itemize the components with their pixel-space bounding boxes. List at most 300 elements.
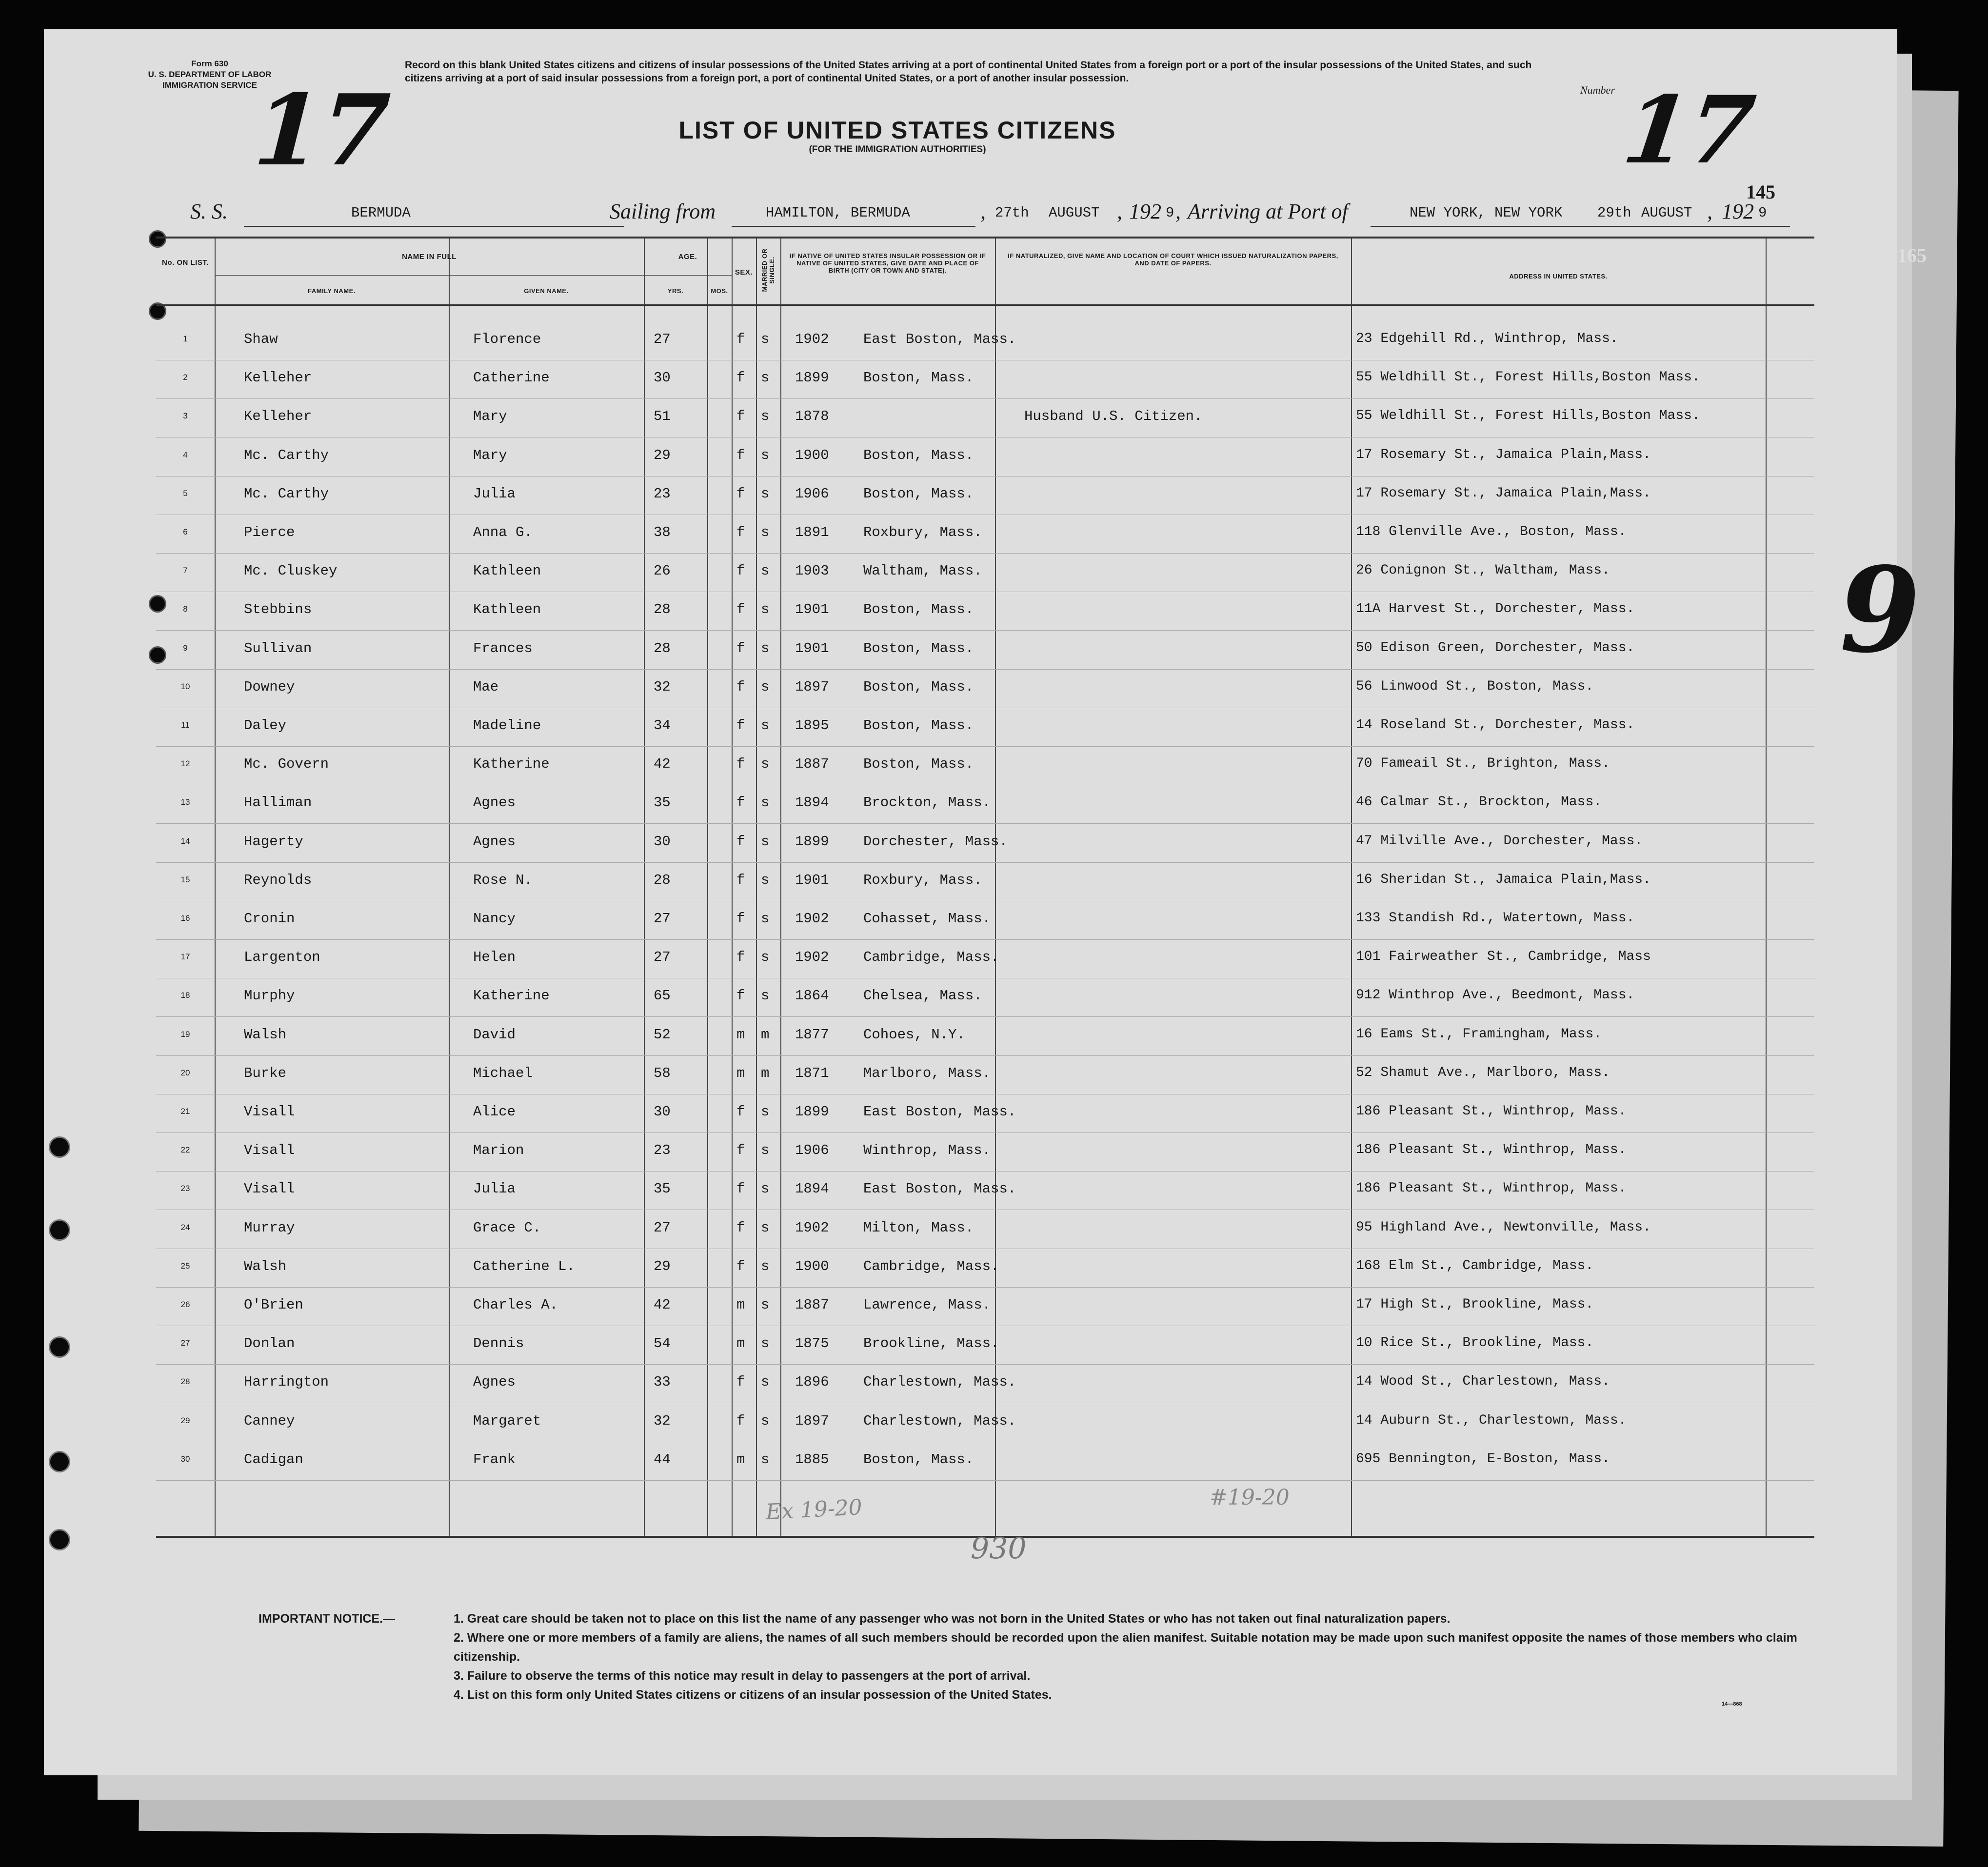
table-row — [156, 631, 1814, 670]
address: 52 Shamut Ave., Marlboro, Mass. — [1356, 1065, 1610, 1080]
marital-status: s — [761, 1451, 770, 1468]
given-name: Alice — [473, 1104, 516, 1120]
table-row — [156, 321, 1814, 360]
given-name: Madeline — [473, 717, 541, 734]
birth-year: 1887 — [795, 1297, 829, 1313]
birth-place: Cohasset, Mass. — [863, 911, 991, 927]
marital-status: s — [761, 988, 770, 1004]
family-name: Shaw — [244, 331, 278, 347]
age-years: 38 — [654, 524, 671, 540]
birth-year: 1901 — [795, 640, 829, 656]
age-years: 54 — [654, 1335, 671, 1352]
passenger-number: 15 — [180, 874, 190, 884]
year-prefix: 192 — [1129, 199, 1161, 223]
birth-place: Lawrence, Mass. — [863, 1297, 991, 1313]
birth-year: 1875 — [795, 1335, 829, 1352]
marital-status: s — [761, 1219, 770, 1236]
family-name: Mc. Carthy — [244, 485, 329, 502]
year-prefix-2: 192 — [1722, 199, 1754, 223]
birth-place: Boston, Mass. — [863, 370, 974, 386]
sex: f — [736, 756, 745, 773]
family-name: Kelleher — [244, 408, 312, 425]
age-years: 27 — [654, 949, 671, 966]
address: 46 Calmar St., Brockton, Mass. — [1356, 794, 1602, 810]
sex: f — [736, 370, 745, 386]
sex: f — [736, 833, 745, 850]
family-name: Halliman — [244, 794, 312, 811]
given-name: Julia — [473, 485, 516, 502]
passenger-number: 4 — [183, 450, 188, 459]
birth-place: Dorchester, Mass. — [863, 833, 1008, 850]
age-years: 42 — [654, 1297, 671, 1313]
table-row — [156, 437, 1814, 477]
binder-hole — [49, 1136, 70, 1158]
given-name: Kathleen — [473, 563, 541, 579]
birth-year: 1871 — [795, 1065, 829, 1081]
col-no: No. ON LIST. — [162, 258, 209, 267]
address: 14 Roseland St., Dorchester, Mass. — [1356, 717, 1635, 733]
birth-year: 1899 — [795, 370, 829, 386]
binder-hole — [49, 1219, 70, 1241]
given-name: Agnes — [473, 794, 516, 811]
table-row — [156, 708, 1814, 747]
birth-year: 1902 — [795, 331, 829, 347]
age-years: 33 — [654, 1374, 671, 1390]
marital-status: s — [761, 1104, 770, 1120]
age-years: 44 — [654, 1451, 671, 1468]
form-number: Form 630 — [191, 59, 228, 68]
birth-place: Milton, Mass. — [863, 1219, 974, 1236]
family-name: Murray — [244, 1219, 295, 1236]
family-name: Cadigan — [244, 1451, 303, 1468]
binder-hole — [49, 1529, 70, 1550]
birth-place: Cohoes, N.Y. — [863, 1026, 965, 1043]
birth-year: 1897 — [795, 678, 829, 695]
marital-status: m — [761, 1065, 770, 1081]
passenger-number: 29 — [180, 1415, 190, 1425]
sex: f — [736, 408, 745, 425]
family-name: Hagerty — [244, 833, 303, 850]
address: 168 Elm St., Cambridge, Mass. — [1356, 1258, 1594, 1273]
sex: f — [736, 1412, 745, 1429]
family-name: Visall — [244, 1104, 295, 1120]
marital-status: s — [761, 911, 770, 927]
table-row — [156, 1132, 1814, 1172]
pencil-note: Ex 19-20 — [765, 1494, 863, 1525]
handwritten-list-number-right: 17 — [1606, 76, 1771, 184]
birth-place: East Boston, Mass. — [863, 1181, 1016, 1197]
age-years: 30 — [654, 1104, 671, 1120]
table-row — [156, 785, 1814, 824]
address: 16 Eams St., Framingham, Mass. — [1356, 1026, 1602, 1042]
marital-status: s — [761, 756, 770, 773]
family-name: O'Brien — [244, 1297, 303, 1313]
passenger-number: 19 — [180, 1029, 190, 1039]
address: 55 Weldhill St., Forest Hills,Boston Mass. — [1356, 370, 1700, 385]
family-name: Visall — [244, 1181, 295, 1197]
address: 17 High St., Brookline, Mass. — [1356, 1297, 1594, 1312]
given-name: Dennis — [473, 1335, 524, 1352]
sex: f — [736, 563, 745, 579]
col-age: AGE. — [678, 253, 697, 261]
age-years: 52 — [654, 1026, 671, 1043]
birth-year: 1894 — [795, 794, 829, 811]
birth-place: Brockton, Mass. — [863, 794, 991, 811]
address: 186 Pleasant St., Winthrop, Mass. — [1356, 1142, 1627, 1158]
age-years: 28 — [654, 872, 671, 888]
age-years: 32 — [654, 1412, 671, 1429]
col-family-name: FAMILY NAME. — [308, 287, 356, 295]
arrive-year-digit: 9 — [1758, 205, 1767, 221]
marital-status: s — [761, 331, 770, 347]
table-row — [156, 1326, 1814, 1365]
marital-status: s — [761, 717, 770, 734]
sex: f — [736, 601, 745, 618]
passenger-number: 5 — [183, 488, 188, 498]
birth-year: 1902 — [795, 1219, 829, 1236]
passenger-number: 17 — [180, 952, 190, 962]
marital-status: s — [761, 794, 770, 811]
age-years: 28 — [654, 640, 671, 656]
age-years: 27 — [654, 911, 671, 927]
address: 17 Rosemary St., Jamaica Plain,Mass. — [1356, 485, 1651, 501]
address: 14 Auburn St., Charlestown, Mass. — [1356, 1412, 1627, 1428]
age-years: 32 — [654, 678, 671, 695]
passenger-number: 2 — [183, 373, 188, 382]
passenger-number: 28 — [180, 1377, 190, 1387]
col-given-name: GIVEN NAME. — [524, 287, 569, 295]
table-row — [156, 978, 1814, 1017]
table-row — [156, 669, 1814, 708]
family-name: Reynolds — [244, 872, 312, 888]
age-years: 26 — [654, 563, 671, 579]
given-name: Mae — [473, 678, 499, 695]
birth-year: 1897 — [795, 1412, 829, 1429]
record-instructions: Record on this blank United States citizens and citizens of insular possessions of the United States arriving at a port of continental United States from a foreign port or a port of the insular possessions of the United States, and such citizens arriving at a port of said insular possessions from a foreign port, a port of continental United States, or a port of another insular possession. — [405, 60, 1532, 84]
marital-status: s — [761, 447, 770, 463]
sex: f — [736, 1142, 745, 1159]
address: 11A Harvest St., Dorchester, Mass. — [1356, 601, 1635, 617]
birth-year: 1902 — [795, 911, 829, 927]
form-identification — [146, 59, 273, 91]
address: 26 Conignon St., Waltham, Mass. — [1356, 563, 1610, 578]
passenger-number: 7 — [183, 566, 188, 576]
birth-year: 1906 — [795, 1142, 829, 1159]
table-row — [156, 939, 1814, 978]
margin-mark: 9 — [1827, 541, 1932, 679]
sex: f — [736, 949, 745, 966]
handwritten-list-number: 17 — [239, 73, 404, 188]
marital-status: s — [761, 485, 770, 502]
marital-status: s — [761, 833, 770, 850]
port-from: HAMILTON, BERMUDA — [766, 205, 910, 221]
address: 101 Fairweather St., Cambridge, Mass — [1356, 949, 1651, 965]
family-name: Mc. Cluskey — [244, 563, 338, 579]
age-years: 28 — [654, 601, 671, 618]
col-mos: MOS. — [711, 287, 728, 295]
port-to: NEW YORK, NEW YORK — [1410, 205, 1563, 221]
age-years: 30 — [654, 370, 671, 386]
birth-place: Marlboro, Mass. — [863, 1065, 991, 1081]
age-years: 34 — [654, 717, 671, 734]
table-row — [156, 515, 1814, 554]
birth-year: 1903 — [795, 563, 829, 579]
number-label: Number — [1580, 84, 1615, 96]
birth-year: 1900 — [795, 447, 829, 463]
family-name: Visall — [244, 1142, 295, 1159]
family-name: Pierce — [244, 524, 295, 540]
given-name: Kathleen — [473, 601, 541, 618]
sex: f — [736, 717, 745, 734]
sex: f — [736, 1258, 745, 1274]
birth-place: Boston, Mass. — [863, 1451, 974, 1468]
birth-year: 1901 — [795, 601, 829, 618]
sex: f — [736, 988, 745, 1004]
given-name: Mary — [473, 447, 507, 463]
birth-year: 1864 — [795, 988, 829, 1004]
address: 186 Pleasant St., Winthrop, Mass. — [1356, 1181, 1627, 1196]
passenger-number: 1 — [183, 334, 188, 343]
marital-status: s — [761, 1297, 770, 1313]
family-name: Donlan — [244, 1335, 295, 1352]
page-title: LIST OF UNITED STATES CITIZENS — [678, 117, 1116, 144]
passenger-number: 25 — [180, 1261, 190, 1271]
family-name: Stebbins — [244, 601, 312, 618]
birth-place: Cambridge, Mass. — [863, 949, 999, 966]
age-years: 27 — [654, 331, 671, 347]
given-name: David — [473, 1026, 516, 1043]
birth-place: Boston, Mass. — [863, 447, 974, 463]
marital-status: s — [761, 1181, 770, 1197]
sex: m — [736, 1335, 745, 1352]
sex: f — [736, 1219, 745, 1236]
age-years: 58 — [654, 1065, 671, 1081]
depart-day: 27th — [995, 205, 1029, 221]
marital-status: s — [761, 872, 770, 888]
birth-place: Charlestown, Mass. — [863, 1412, 1016, 1429]
table-row — [156, 824, 1814, 863]
family-name: Burke — [244, 1065, 287, 1081]
passenger-ledger — [156, 237, 1814, 1538]
passenger-number: 12 — [180, 759, 190, 769]
pencil-note: 930 — [971, 1531, 1027, 1566]
birth-place: Boston, Mass. — [863, 678, 974, 695]
passenger-number: 16 — [180, 914, 190, 923]
table-row — [156, 901, 1814, 940]
birth-place: Roxbury, Mass. — [863, 524, 982, 540]
birth-year: 1896 — [795, 1374, 829, 1390]
passenger-number: 10 — [180, 681, 190, 691]
table-row — [156, 862, 1814, 901]
binder-hole — [49, 1336, 70, 1358]
table-row — [156, 746, 1814, 785]
passenger-number: 6 — [183, 527, 188, 536]
birth-year: 1891 — [795, 524, 829, 540]
table-row — [156, 1249, 1814, 1288]
marital-status: s — [761, 678, 770, 695]
address: 10 Rice St., Brookline, Mass. — [1356, 1335, 1594, 1351]
given-name: Nancy — [473, 911, 516, 927]
sex: f — [736, 485, 745, 502]
col-address: ADDRESS IN UNITED STATES. — [1509, 273, 1608, 280]
sex: f — [736, 678, 745, 695]
family-name: Daley — [244, 717, 287, 734]
form-code: 14—868 — [1722, 1701, 1742, 1707]
sailing-from-label: Sailing from — [610, 199, 716, 223]
table-row — [156, 360, 1814, 399]
family-name: Downey — [244, 678, 295, 695]
address: 186 Pleasant St., Winthrop, Mass. — [1356, 1104, 1627, 1119]
given-name: Michael — [473, 1065, 533, 1081]
age-years: 42 — [654, 756, 671, 773]
given-name: Catherine L. — [473, 1258, 575, 1274]
sex: f — [736, 1104, 745, 1120]
address: 118 Glenville Ave., Boston, Mass. — [1356, 524, 1627, 539]
given-name: Frank — [473, 1451, 516, 1468]
address: 23 Edgehill Rd., Winthrop, Mass. — [1356, 331, 1618, 346]
notice-item: 2. Where one or more members of a family are aliens, the names of all such members should be recorded upon the alien manifest. Suitable notation may be made upon such manifest opposite the names of those members who claim citizenship. — [454, 1631, 1797, 1664]
given-name: Grace C. — [473, 1219, 541, 1236]
address: 47 Milville Ave., Dorchester, Mass. — [1356, 833, 1643, 849]
given-name: Rose N. — [473, 872, 533, 888]
table-row — [156, 1403, 1814, 1442]
birth-year: 1900 — [795, 1258, 829, 1274]
sex: f — [736, 640, 745, 656]
birth-place: Charlestown, Mass. — [863, 1374, 1016, 1390]
marital-status: s — [761, 1374, 770, 1390]
col-naturalized: IF NATURALIZED, GIVE NAME AND LOCATION OF COURT WHICH ISSUED NATURALIZATION PAPERS, AND DATE OF PAPERS. — [1008, 252, 1338, 267]
passenger-number: 21 — [180, 1107, 190, 1116]
birth-year: 1901 — [795, 872, 829, 888]
age-years: 30 — [654, 833, 671, 850]
birth-year: 1887 — [795, 756, 829, 773]
address: 133 Standish Rd., Watertown, Mass. — [1356, 911, 1635, 926]
given-name: Anna G. — [473, 524, 533, 540]
age-years: 35 — [654, 794, 671, 811]
birth-place: Boston, Mass. — [863, 756, 974, 773]
given-name: Mary — [473, 408, 507, 425]
page-stamp-2: 165 — [1897, 244, 1927, 266]
family-name: Cronin — [244, 911, 295, 927]
table-row — [156, 476, 1814, 515]
age-years: 23 — [654, 1142, 671, 1159]
address: 55 Weldhill St., Forest Hills,Boston Mass. — [1356, 408, 1700, 424]
table-row — [156, 1442, 1814, 1481]
birth-year: 1899 — [795, 1104, 829, 1120]
marital-status: s — [761, 370, 770, 386]
table-row — [156, 1210, 1814, 1249]
sex: m — [736, 1297, 745, 1313]
sex: m — [736, 1451, 745, 1468]
given-name: Florence — [473, 331, 541, 347]
sex: f — [736, 524, 745, 540]
age-years: 27 — [654, 1219, 671, 1236]
age-years: 51 — [654, 408, 671, 425]
marital-status: s — [761, 1258, 770, 1274]
table-row — [156, 592, 1814, 631]
passenger-number: 23 — [180, 1184, 190, 1193]
sex: f — [736, 1374, 745, 1390]
marital-status: s — [761, 601, 770, 618]
birth-place: Brookline, Mass. — [863, 1335, 999, 1352]
birth-year: 1878 — [795, 408, 829, 425]
given-name: Helen — [473, 949, 516, 966]
family-name: Largenton — [244, 949, 320, 966]
passenger-number: 14 — [180, 836, 190, 846]
family-name: Walsh — [244, 1026, 287, 1043]
address: 56 Linwood St., Boston, Mass. — [1356, 678, 1594, 694]
birth-place: Winthrop, Mass. — [863, 1142, 991, 1159]
address: 17 Rosemary St., Jamaica Plain,Mass. — [1356, 447, 1651, 462]
birth-place: Chelsea, Mass. — [863, 988, 982, 1004]
sex: f — [736, 447, 745, 463]
arrive-day: 29th — [1597, 205, 1631, 221]
birth-year: 1899 — [795, 833, 829, 850]
family-name: Sullivan — [244, 640, 312, 656]
passenger-number: 8 — [183, 604, 188, 614]
passenger-number: 30 — [180, 1454, 190, 1464]
arriving-label: Arriving at Port of — [1188, 199, 1348, 223]
passenger-number: 13 — [180, 797, 190, 807]
notice-item: 4. List on this form only United States citizens or citizens of an insular possession of the United States. — [454, 1688, 1052, 1702]
age-years: 29 — [654, 447, 671, 463]
given-name: Margaret — [473, 1412, 541, 1429]
family-name: Mc. Govern — [244, 756, 329, 773]
given-name: Agnes — [473, 833, 516, 850]
naturalization-note: Husband U.S. Citizen. — [1024, 408, 1203, 425]
given-name: Catherine — [473, 370, 550, 386]
ship-name: BERMUDA — [351, 205, 411, 221]
table-row — [156, 1017, 1814, 1056]
birth-year: 1902 — [795, 949, 829, 966]
address: 912 Winthrop Ave., Beedmont, Mass. — [1356, 988, 1635, 1003]
family-name: Harrington — [244, 1374, 329, 1390]
table-row — [156, 1287, 1814, 1326]
col-name-in-full: NAME IN FULL — [402, 253, 457, 261]
depart-year-digit: 9 — [1166, 205, 1174, 221]
sex: f — [736, 794, 745, 811]
col-sex: SEX. — [735, 268, 753, 277]
passenger-number: 20 — [180, 1068, 190, 1077]
marital-status: s — [761, 640, 770, 656]
address: 95 Highland Ave., Newtonville, Mass. — [1356, 1219, 1651, 1235]
col-married: MARRIED OR SINGLE. — [761, 248, 775, 292]
given-name: Frances — [473, 640, 533, 656]
sex: f — [736, 331, 745, 347]
birth-place: East Boston, Mass. — [863, 331, 1016, 347]
birth-place: Boston, Mass. — [863, 717, 974, 734]
passenger-number: 27 — [180, 1338, 190, 1348]
family-name: Canney — [244, 1412, 295, 1429]
age-years: 35 — [654, 1181, 671, 1197]
pencil-note: #19-20 — [1210, 1485, 1290, 1510]
sailing-line: S. S. BERMUDA Sailing from HAMILTON, BERMUDA , 27th AUGUST , 192 9 , Arriving at Port of NEW YORK, NEW YORK 29th AUGUST , 192 9 — [190, 199, 1790, 228]
notice-item: 1. Great care should be taken not to place on this list the name of any passenger who was not born in the United States or who has not taken out final naturalization papers. — [454, 1612, 1451, 1626]
birth-place: Boston, Mass. — [863, 601, 974, 618]
address: 695 Bennington, E-Boston, Mass. — [1356, 1451, 1610, 1467]
birth-place: Roxbury, Mass. — [863, 872, 982, 888]
family-name: Mc. Carthy — [244, 447, 329, 463]
age-years: 29 — [654, 1258, 671, 1274]
birth-place: East Boston, Mass. — [863, 1104, 1016, 1120]
marital-status: s — [761, 1412, 770, 1429]
marital-status: s — [761, 524, 770, 540]
table-row — [156, 398, 1814, 437]
given-name: Charles A. — [473, 1297, 558, 1313]
passenger-number: 3 — [183, 411, 188, 421]
given-name: Katherine — [473, 756, 550, 773]
marital-status: m — [761, 1026, 770, 1043]
